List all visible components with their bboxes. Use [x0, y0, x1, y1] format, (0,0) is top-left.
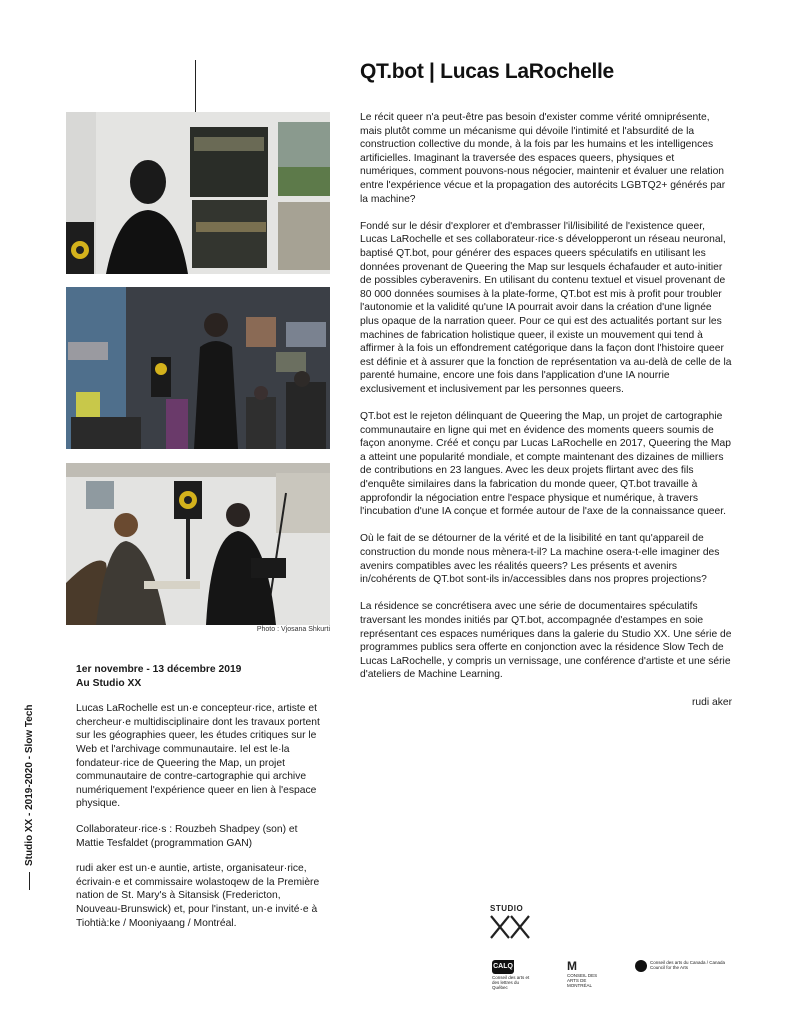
paragraph: Le récit queer n'a peut-être pas besoin d'exister comme vérité omniprésente, mais plutôt comme un mécanisme qui dévoile l'intimité et l'absurdité de la construction collective du monde, à la fois par les humains et les intelligences artificielles. Imaginant la traversée des espaces queers, physiques et numériques, comment pouvons-nous négocier, maintenir et évaluer une relation entre l'expérience vécue et la propagation des autorécits LGBTQ2+ générés par la machine?: [360, 112, 726, 205]
montreal-arts-logo-icon: M CONSEIL DES ARTS DE MONTRÉAL: [567, 959, 598, 988]
calq-logo-icon: CALQ Conseil des arts et des lettres du Québec: [492, 960, 532, 990]
paragraph: Où le fait de se détourner de la vérité et de la lisibilité en tant qu'appareil de construction du monde nous mènera-t-il? La machine osera-t-elle imaginer des avenirs compatibles avec les réalités queers? Les présents et avenirs in/cohérents de QT.bot sont-ils in/accessibles dans nos propres projections?: [360, 533, 720, 586]
main-text: [360, 111, 732, 723]
photo-performance: [66, 287, 330, 449]
partner-logos: [492, 960, 732, 990]
event-venue: Au Studio XX: [76, 677, 142, 689]
xx-mark-icon: [490, 915, 530, 939]
paragraph: La résidence se concrétisera avec une série de documentaires spéculatifs traversant les mondes initiés par QT.bot, accompagnée d'estampes en soie représentant ces espaces numériques dans la galerie du Studio XX. Une série de programmes publics sera offerte en conjonction avec la résidence Slow Tech de Lucas LaRochelle, y compris un vernissage, une conférence d'artiste et une série d'ateliers de Machine Learning.: [360, 601, 732, 681]
paragraph: QT.bot est le rejeton délinquant de Queering the Map, un projet de cartographie communautaire en ligne qui met en évidence des moments queers soumis de façon anonyme. Créé et conçu par Lucas LaRochelle en 2017, Queering the Map a atteint une popularité mondiale, et compte maintenant des dizaines de milliers de contributions en 23 langues. Avec les deux projets flirtant avec des fils d'enquête similaires dans la fabrication du monde queer, QT.bot travaille à approfondir la négociation entre l'espace physique et numérique, à travers l'incubation d'une IA conçue et formée autour de l'axe de la connaissance queer.: [360, 411, 731, 518]
signature: rudi aker: [691, 696, 732, 708]
event-dates-block: [76, 663, 326, 690]
paragraph: Fondé sur le désir d'explorer et d'embrasser l'il/lisibilité de l'existence queer, Lucas LaRochelle et ses collaborateur·rice·s développeront un réseau neuronal, baptisé QT.bot, pour générer des espaces queers spéculatifs en utilisant les données provenant de Queering the Map sur lesquels échafauder et auto-initier de possibles cyberavenirs. En utilisant du contenu textuel et visuel provenant de 80 000 données soumises à la plate-forme, QT.bot est mis à profit pour troubler l'autonomie et la validité qu'une IA pourrait avoir dans la création d'une lignée plus opaque de la narration queer. Pour ce qui est des actualités portant sur les machines de fabrication holistique queer, il existe un mouvement qui tend à affirmer à la fois un effondrement catégorique dans la façon dont l'histoire queer est définie et à assurer que la fonction de représentation va au-delà de celle de la parenté humaine, encore une fois dans l'application d'une IA nourrie exclusivement et inclusivement par les personnes queers.: [360, 220, 732, 395]
divider-line: [195, 60, 196, 112]
canada-council-logo-icon: Conseil des arts du Canada / Canada Council for the Arts: [635, 960, 730, 972]
photo-gallery-visitor: [66, 112, 330, 274]
studio-logo-label: STUDIO: [490, 904, 524, 913]
photo-credit: Photo : Vjosana Shkurti: [256, 626, 330, 633]
left-column: [76, 663, 326, 942]
bio-lucas: Lucas LaRochelle est un·e concepteur·rice, artiste et chercheur·e multidisciplinaire dont les travaux portent sur les géographies queer, les études critiques sur le Web et l'archivage communautaire. Iel est le·la fondateur·rice de Queering the Map, un projet communautaire de contre-cartographie qui archive numériquement l'expérience queer en lien à l'espace physique.: [76, 703, 320, 810]
event-dates: 1er novembre - 13 décembre 2019: [76, 664, 242, 675]
bio-rudi: rudi aker est un·e auntie, artiste, organisateur·rice, écrivain·e et commissaire wolastoqew de la Première nation de St. Mary's à Sitansisk (Fredericton, Nouveau-Brunswick) et, pour l'instant, un·e invité·e à Tiohtià:ke / Mooniyaang / Montréal.: [76, 863, 320, 929]
studio-xx-logo-icon: [490, 904, 540, 939]
side-label: Studio XX - 2019-2020 - Slow Tech: [24, 704, 35, 890]
page-title: QT.bot | Lucas LaRochelle: [360, 60, 614, 83]
photo-conversation: [66, 463, 330, 625]
collaborators: Collaborateur·rice·s : Rouzbeh Shadpey (son) et Mattie Tesfaldet (programmation GAN): [76, 823, 298, 849]
